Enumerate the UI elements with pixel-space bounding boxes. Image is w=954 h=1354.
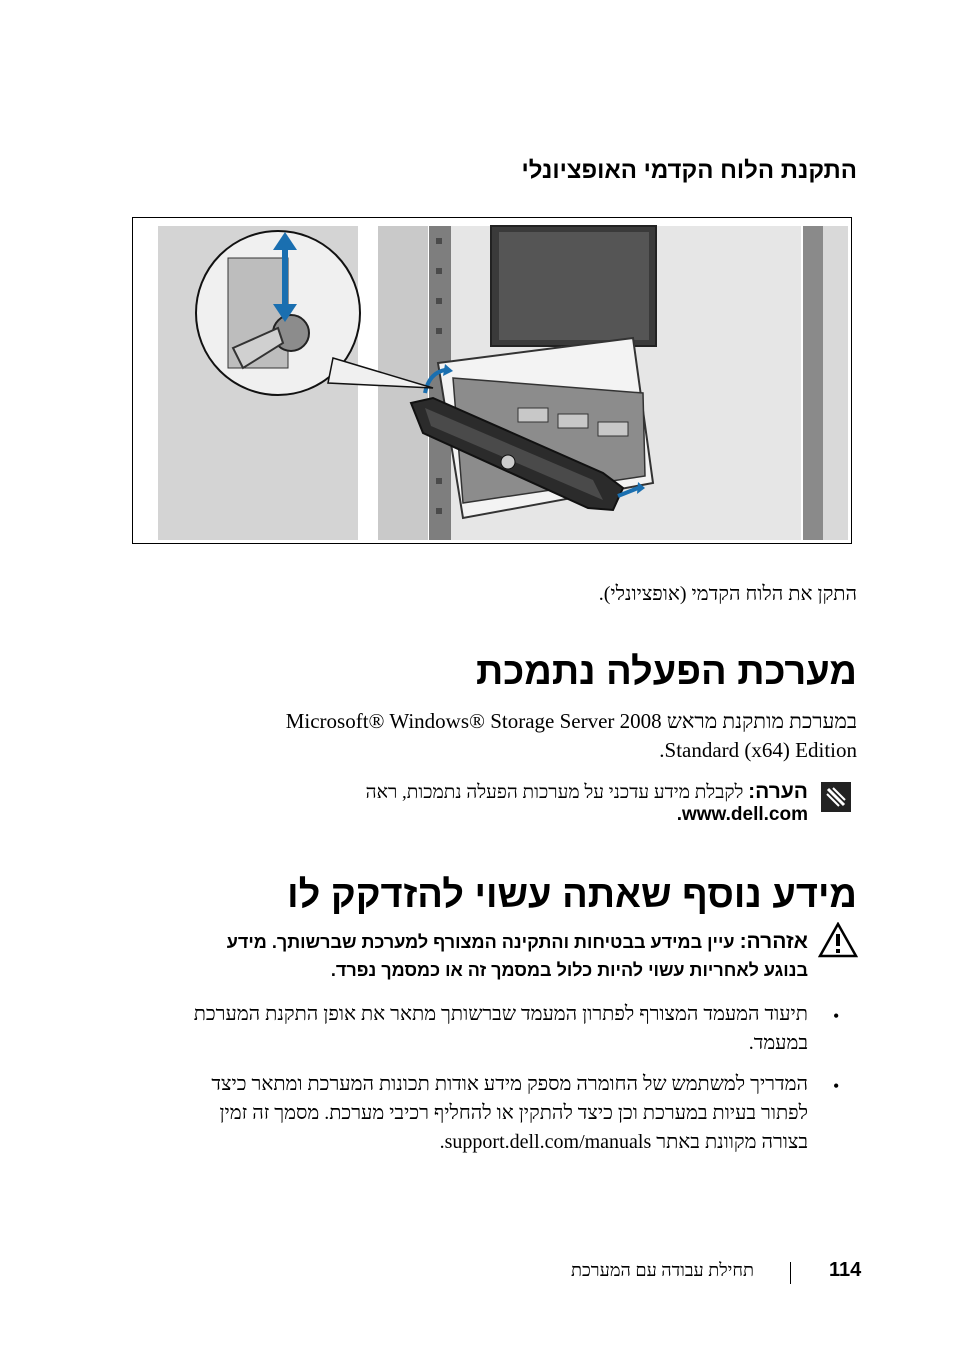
warning-text — [118, 928, 808, 984]
note-url[interactable]: www.dell.com. — [676, 804, 808, 825]
note-label: הערה: — [748, 780, 808, 803]
list-item — [118, 1000, 808, 1058]
bullet-marker: • — [833, 1076, 840, 1096]
footer-divider — [790, 1262, 791, 1284]
bullet-2-line-3: בצורה מקוונת באתר support.dell.com/manuals. — [439, 1131, 808, 1153]
section-heading: התקנת הלוח הקדמי האופציונלי — [521, 157, 857, 184]
bullet-2-line-1: המדריך למשתמש של החומרה מספק מידע אודות תכונות המערכת ומתאר כיצד — [211, 1073, 808, 1095]
os-section-title: מערכת הפעלה נתמכת — [475, 651, 857, 693]
warning-triangle-icon — [818, 922, 858, 958]
list-item — [118, 1070, 808, 1157]
bullet-marker: • — [833, 1006, 840, 1026]
os-body-line2: Standard (x64) Edition. — [659, 738, 857, 762]
bullet-2-line-2: לפתור בעיות במערכת וכן כיצד להתקין או להחליף רכיבי מערכת. מסמך זה זמין — [219, 1102, 808, 1124]
warning-line2: בנוגע לאחריות עשוי להיות כלול במסמך זה או כמסמך נפרד. — [330, 960, 808, 980]
bezel-installation-drawing — [133, 218, 851, 543]
page-number: 114 — [829, 1259, 862, 1281]
note-text — [148, 778, 808, 806]
figure-caption: התקן את הלוח הקדמי (אופציונלי). — [598, 583, 857, 605]
warning-line1: עיין במידע בבטיחות והתקינה המצורף למערכת שברשותך. מידע — [226, 932, 735, 952]
more-info-title: מידע נוסף שאתה עשוי להזדקק לו — [287, 874, 857, 916]
os-body-line1: במערכת מותקנת מראש Microsoft® Windows® Storage Server 2008 — [285, 709, 857, 733]
note-body: לקבלת מידע עדכני על מערכות הפעלה נתמכות, ראה — [365, 782, 744, 803]
bezel-illustration — [132, 217, 852, 544]
bullet-1-line-1: תיעוד המעמד המצורף לפתרון המעמד שברשותך מתאר את אופן התקנת המערכת — [193, 1003, 808, 1025]
warning-label: אזהרה: — [739, 930, 808, 953]
note-pencil-icon — [820, 781, 852, 813]
footer-title: תחילת עבודה עם המערכת — [571, 1260, 754, 1280]
bullet-1-line-2: במעמד. — [748, 1032, 808, 1054]
